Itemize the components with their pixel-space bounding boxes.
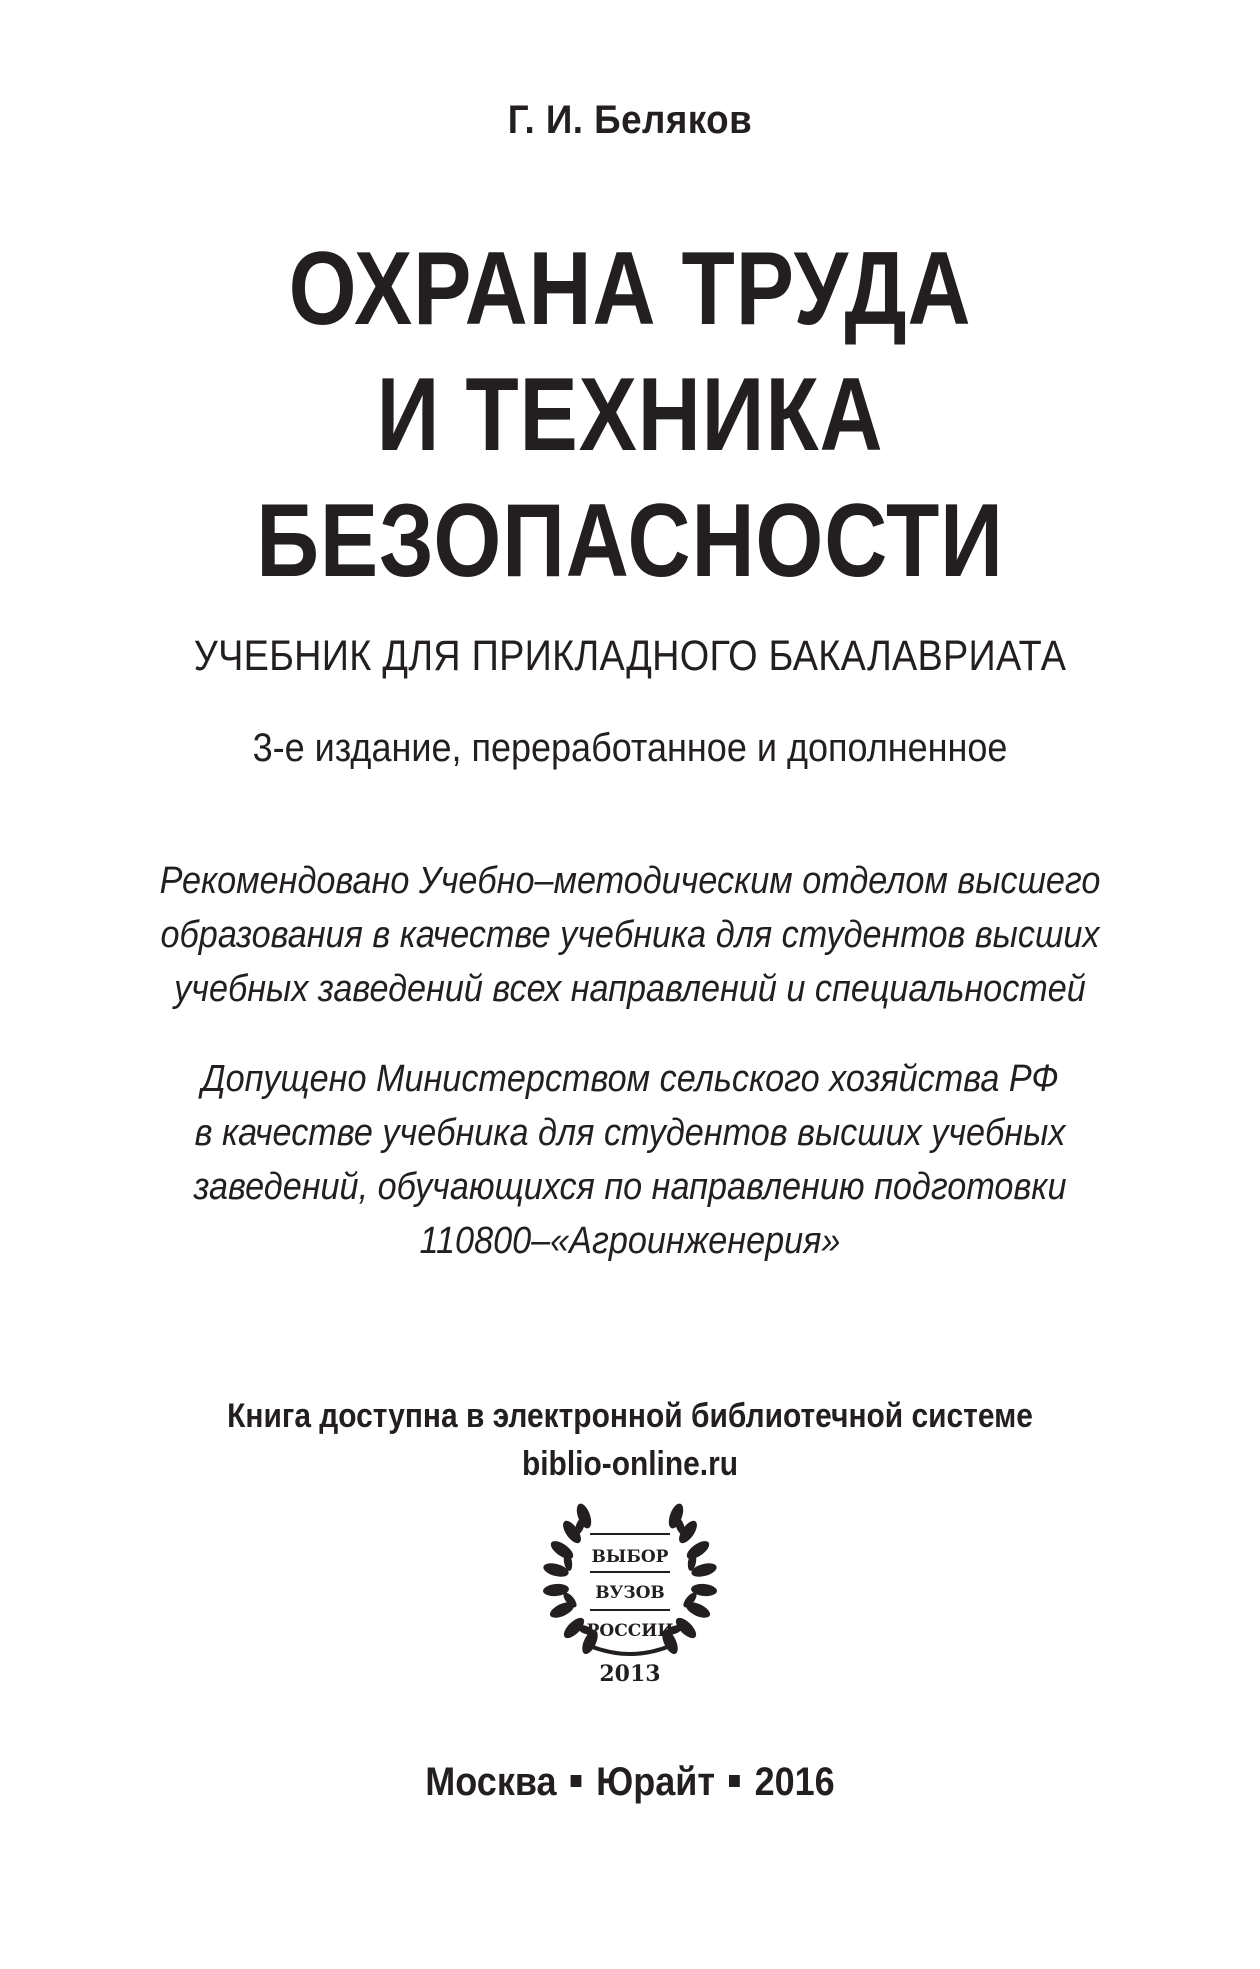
- separator-square-icon: [571, 1775, 582, 1787]
- author-name: Г. И. Беляков: [507, 98, 753, 142]
- approval-note: [63, 1052, 1197, 1268]
- imprint-publisher: Юрайт: [596, 1760, 716, 1804]
- imprint-city: Москва: [425, 1760, 557, 1804]
- recommendation-line-1: Рекомендовано Учебно–методическим отделом высшего: [159, 860, 1101, 902]
- approval-line-3: заведений, обучающихся по направлению подготовки: [193, 1166, 1067, 1208]
- library-url: biblio-online.ru: [521, 1445, 739, 1483]
- imprint-year: 2016: [754, 1760, 835, 1804]
- emblem-text-3: РОССИИ: [586, 1621, 674, 1641]
- book-title: [101, 226, 1159, 604]
- title-line-1: ОХРАНА ТРУДА: [288, 231, 972, 347]
- book-subtitle: УЧЕБНИК ДЛЯ ПРИКЛАДНОГО БАКАЛАВРИАТА: [193, 632, 1067, 680]
- approval-line-2: в качестве учебника для студентов высших учебных: [194, 1112, 1066, 1154]
- separator-square-icon: [729, 1775, 740, 1787]
- emblem-text-2: ВУЗОВ: [595, 1583, 665, 1603]
- approval-line-1: Допущено Министерством сельского хозяйства РФ: [201, 1058, 1059, 1100]
- publisher-imprint: [63, 1760, 1197, 1805]
- edition-note: 3-е издание, переработанное и дополненное: [252, 726, 1008, 770]
- approval-line-4: 110800–«Агроинженерия»: [419, 1220, 841, 1262]
- emblem-text-1: ВЫБОР: [591, 1547, 669, 1567]
- laurel-emblem-icon: [534, 1486, 726, 1686]
- recommendation-line-3: учебных заведений всех направлений и специальностей: [174, 968, 1086, 1010]
- availability-line: Книга доступна в электронной библиотечной системе: [227, 1397, 1033, 1435]
- title-line-3: БЕЗОПАСНОСТИ: [256, 483, 1004, 599]
- title-line-2: И ТЕХНИКА: [376, 357, 884, 473]
- emblem-year: 2013: [599, 1661, 661, 1686]
- availability-note: [76, 1392, 1185, 1488]
- recommendation-note: [63, 854, 1197, 1016]
- recommendation-line-2: образования в качестве учебника для студентов высших: [160, 914, 1100, 956]
